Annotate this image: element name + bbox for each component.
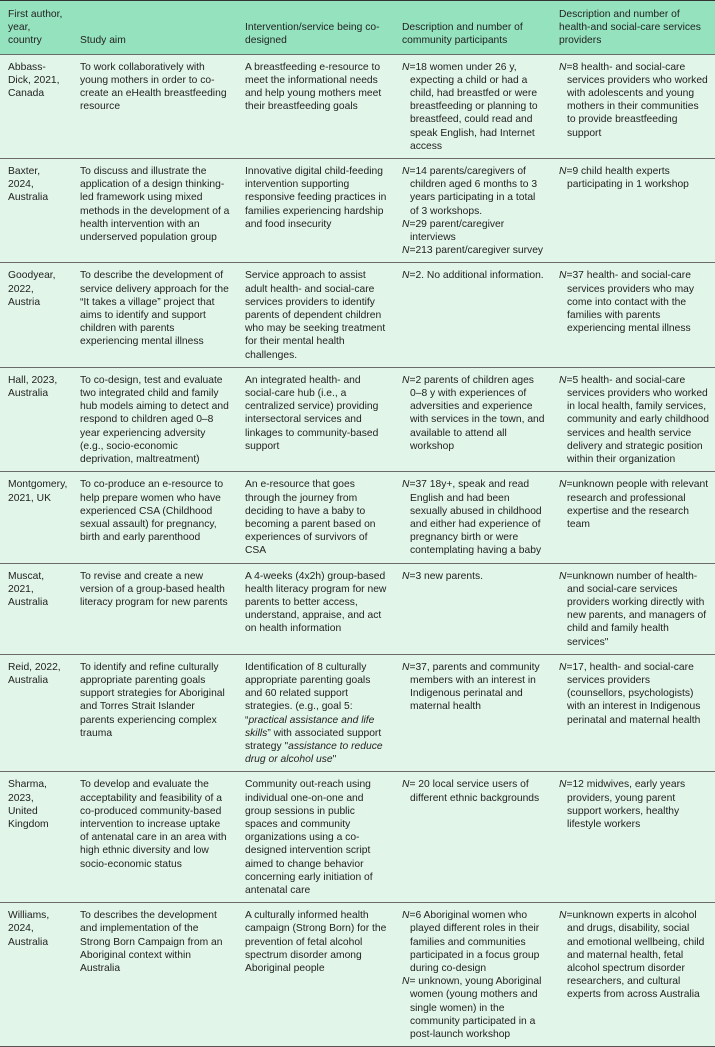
cell-text: =213 parent/caregiver survey [409,245,544,257]
cell-paragraph [402,778,545,804]
italic-text: N [402,910,410,922]
community-participants-cell [394,159,551,263]
cell-paragraph [8,478,66,504]
study-aim-cell [72,772,237,903]
cell-text: Sharma, 2023, United Kingdom [8,779,49,830]
italic-text: N [559,479,567,491]
cell-paragraph [80,374,231,466]
service-providers-cell [551,159,715,263]
header-community-participants: Description and number of community participants [402,22,523,47]
intervention-cell [237,654,394,772]
cell-paragraph [8,269,66,309]
cell-paragraph [402,269,545,282]
cell-text: To co-produce an e-resource to help prepare women who have experienced CSA (Childhood sexual assault) for pregnancy, birth and early parenthood [80,479,224,544]
cell-paragraph [8,374,66,400]
service-providers-cell [551,654,715,772]
service-providers-cell [551,263,715,367]
cell-text: =14 parents/caregivers of children aged 6 months to 3 years participating in a total of 3 workshops. [409,166,538,217]
intervention-cell [237,563,394,654]
cell-text: A culturally informed health campaign (Strong Born) for the prevention of fetal alcohol spectrum disorder among Aboriginal people [245,910,387,974]
study-aim-cell [72,654,237,772]
italic-text: N [402,479,410,491]
cell-paragraph [402,661,545,714]
cell-paragraph [245,570,388,636]
cell-text: =17, health- and social-care services providers (counsellors, psychologists) with an interest in Indigenous perinatal and maternal health [566,661,701,726]
study-aim-cell [72,903,237,1047]
cell-text: Williams, 2024, Australia [8,910,50,948]
cell-paragraph [80,661,231,740]
cell-text: =3 new parents. [409,570,483,582]
community-participants-cell [394,563,551,654]
cell-paragraph [245,478,388,557]
intervention-cell [237,263,394,367]
cell-text: =2 parents of children ages 0–8 y with experiences of adversities and experience with services in the town, and available to attend all workshop [409,374,545,452]
table-row [0,654,715,772]
intervention-cell [237,159,394,263]
cell-paragraph [402,244,545,257]
table-row [0,772,715,903]
italic-text: N [402,779,410,791]
author-cell [0,654,72,772]
cell-text: =9 child health experts participating in 1 workshop [566,166,689,191]
italic-text: N [559,270,567,282]
table-row [0,367,715,471]
cell-text: Hall, 2023, Australia [8,374,58,400]
cell-text: =29 parent/caregiver interviews [409,218,505,244]
author-cell [0,903,72,1047]
cell-text: A breastfeeding e-resource to meet the informational needs and help young mothers meet their breastfeeding goals [245,61,382,113]
cell-text: " [332,754,337,766]
cell-text: To develop and evaluate the acceptability and feasibility of a co-produced community-based intervention to increase uptake of antenatal care in an area with high ethnic diversity and low socio-economic status [80,779,227,870]
cell-text: =5 health- and social-care services providers who worked in local health, family services, community and early childhood services and health service delivery and strategic position within their organization [566,374,709,466]
service-providers-cell [551,563,715,654]
cell-text: Goodyear, 2022, Austria [8,270,56,308]
cell-text: ” with associated support strategy " [245,727,382,752]
header-service-providers: Description and number of health-and social-care services providers [559,9,701,47]
cell-text: Innovative digital child-feeding intervention supporting responsive feeding practices in families experiencing hardship and food insecurity [245,166,387,230]
cell-paragraph [245,778,388,897]
italic-text: N [402,270,410,282]
cell-text: =unknown experts in alcohol and drugs, disability, social and emotional wellbeing, child and maternal health, fetal alcohol spectrum disorder researchers, and cultural experts from across Australia [566,910,705,1001]
italic-text: N [402,166,410,178]
cell-text: Muscat, 2021, Australia [8,570,49,608]
italic-text: N [559,661,567,673]
italic-text: assistance to reduce drug or alcohol use [245,740,383,766]
community-participants-cell [394,472,551,563]
cell-text: =37 18y+, speak and read English and had been sexually abused in childhood and either had experience of pregnancy birth or were contemplating having a baby [409,479,542,557]
cell-paragraph [402,478,545,557]
cell-text: To work collaboratively with young mothers in order to co-create an eHealth breastfeeding resource [80,61,227,113]
italic-text: N [402,570,410,582]
author-cell [0,54,72,158]
italic-text: N [402,218,410,230]
cell-paragraph [559,269,709,335]
cell-paragraph [80,61,231,114]
cell-paragraph [559,61,709,140]
cell-text: Service approach to assist adult health- and social-care services providers to identify parents of dependent children who may be seeking treatment for their mental health challenges. [245,270,386,361]
community-participants-cell [394,263,551,367]
cell-text: =18 women under 26 y, expecting a child or had a child, had breastfed or were breastfeeding or planning to breastfeed, could read and speak English, had Internet access [409,61,538,152]
cell-paragraph [80,269,231,348]
cell-text: Identification of 8 culturally appropriate parenting goals and 60 related support strategies. (e.g., goal 5: “ [245,661,371,726]
cell-paragraph [80,478,231,544]
cell-text: Abbass-Dick, 2021, Canada [8,61,60,100]
table-row [0,54,715,158]
cell-paragraph [8,778,66,831]
cell-text: =unknown people with relevant research and professional expertise and the research team [566,479,709,530]
cell-paragraph [559,374,709,466]
cell-paragraph [402,218,545,244]
cell-text: Baxter, 2024, Australia [8,166,49,204]
cell-paragraph [245,661,388,767]
cell-paragraph [245,909,388,975]
table-header-row [0,1,715,55]
italic-text: N [402,374,410,386]
intervention-cell [237,54,394,158]
study-aim-cell [72,367,237,471]
italic-text: N [559,910,567,922]
italic-text: N [559,166,567,178]
study-aim-cell [72,472,237,563]
cell-text: Reid, 2022, Australia [8,661,61,686]
author-cell [0,263,72,367]
cell-paragraph [559,778,709,831]
service-providers-cell [551,472,715,563]
cell-paragraph [80,778,231,870]
cell-text: =8 health- and social-care services providers who worked with adolescents and young mothers in their communities to provide breastfeeding support [566,61,708,139]
cell-text: To revise and create a new version of a group-based health literacy program for new parents [80,570,228,608]
author-cell [0,472,72,563]
cell-paragraph [559,165,709,191]
cell-paragraph [559,661,709,727]
cell-text: Community out-reach using individual one-on-one and group sessions in public spaces and community organizations using a co-designed intervention script aimed to change behavior concerning early initiation of antenatal care [245,779,373,896]
service-providers-cell [551,903,715,1047]
community-participants-cell [394,654,551,772]
intervention-cell [237,472,394,563]
cell-text: To co-design, test and evaluate two integrated child and family hub models aiming to detect and respond to children aged 0–8 year experiencing adversity (e.g., socio-economic deprivation, maltreatment) [80,374,229,466]
italic-text: N [559,374,567,386]
table-row [0,263,715,367]
cell-paragraph [245,269,388,361]
cell-text: An e-resource that goes through the journey from deciding to have a baby to becoming a parent based on experiences of survivors of CSA [245,479,376,557]
cell-paragraph [8,61,66,101]
italic-text: N [402,976,410,988]
cell-text: Montgomery, 2021, UK [8,479,68,504]
table-row [0,903,715,1047]
header-author: First author, year, country [8,9,63,47]
cell-paragraph [559,909,709,1001]
author-cell [0,563,72,654]
cell-text: To discuss and illustrate the application of a design thinking-led framework using mixed methods in the development of a health intervention with an underserved population group [80,166,230,244]
cell-paragraph [245,165,388,231]
author-cell [0,159,72,263]
cell-text: =6 Aboriginal women who played different roles in their families and communities participated in a focus group during co-design [409,910,540,974]
cell-paragraph [8,909,66,949]
table-row [0,563,715,654]
service-providers-cell [551,772,715,903]
cell-text: =2. No additional information. [409,270,544,282]
italic-text: N [402,61,410,73]
header-intervention: Intervention/service being co-designed [245,22,380,47]
cell-text: = unknown, young Aboriginal women (young mothers and single women) in the community participated in a post-launch workshop [409,976,542,1041]
header-study-aim: Study aim [80,35,126,47]
study-aim-cell [72,54,237,158]
table-row [0,159,715,263]
italic-text: N [559,61,567,73]
study-aim-cell [72,263,237,367]
cell-paragraph [80,165,231,244]
author-cell [0,367,72,471]
cell-text: =37, parents and community members with an interest in Indigenous perinatal and maternal health [409,661,540,713]
italic-text: practical assistance and life skills [245,714,375,739]
author-cell [0,772,72,903]
cell-paragraph [8,165,66,205]
cell-paragraph [8,570,66,610]
table-row [0,472,715,563]
cell-paragraph [80,909,231,975]
community-participants-cell [394,54,551,158]
cell-paragraph [245,374,388,453]
cell-paragraph [402,570,545,583]
cell-text: To describe the development of service delivery approach for the “It takes a village” project that aims to identify and support children with parents experiencing mental illness [80,270,229,348]
cell-paragraph [402,61,545,153]
cell-paragraph [402,909,545,975]
cell-paragraph [8,661,66,687]
cell-paragraph [402,165,545,218]
cell-text: To identify and refine culturally appropriate parenting goals support strategies for Aboriginal and Torres Strait Islander parents experiencing complex trauma [80,661,225,739]
cell-paragraph [402,374,545,453]
cell-text: =unknown number of health- and social-care services providers working directly with new parents, and managers of child and family health services" [566,570,707,648]
intervention-cell [237,367,394,471]
cell-text: To describes the development and implementation of the Strong Born Campaign from an Aboriginal context within Australia [80,910,223,974]
cell-paragraph [245,61,388,114]
intervention-cell [237,772,394,903]
community-participants-cell [394,367,551,471]
service-providers-cell [551,367,715,471]
cell-text: A 4-weeks (4x2h) group-based health literacy program for new parents to better access, understand, appraise, and act on health information [245,570,387,635]
table-body [0,54,715,1047]
community-participants-cell [394,903,551,1047]
cell-paragraph [559,478,709,531]
italic-text: N [402,245,410,257]
cell-text: =12 midwives, early years providers, young parent support workers, healthy lifestyle workers [566,779,686,830]
cell-text: =37 health- and social-care services providers who may come into contact with the families with parents experiencing mental illness [566,270,695,335]
cell-paragraph [402,975,545,1041]
intervention-cell [237,903,394,1047]
cell-paragraph [559,570,709,649]
cell-text: An integrated health- and social-care hub (i.e., a centralized service) providing intersectoral services and linkages to community-based support [245,374,379,452]
italic-text: N [402,661,410,673]
study-aim-cell [72,159,237,263]
cell-paragraph [80,570,231,610]
cell-text: = 20 local service users of different ethnic backgrounds [409,779,540,804]
italic-text: N [559,779,567,791]
service-providers-cell [551,54,715,158]
italic-text: N [559,570,567,582]
community-participants-cell [394,772,551,903]
study-aim-cell [72,563,237,654]
